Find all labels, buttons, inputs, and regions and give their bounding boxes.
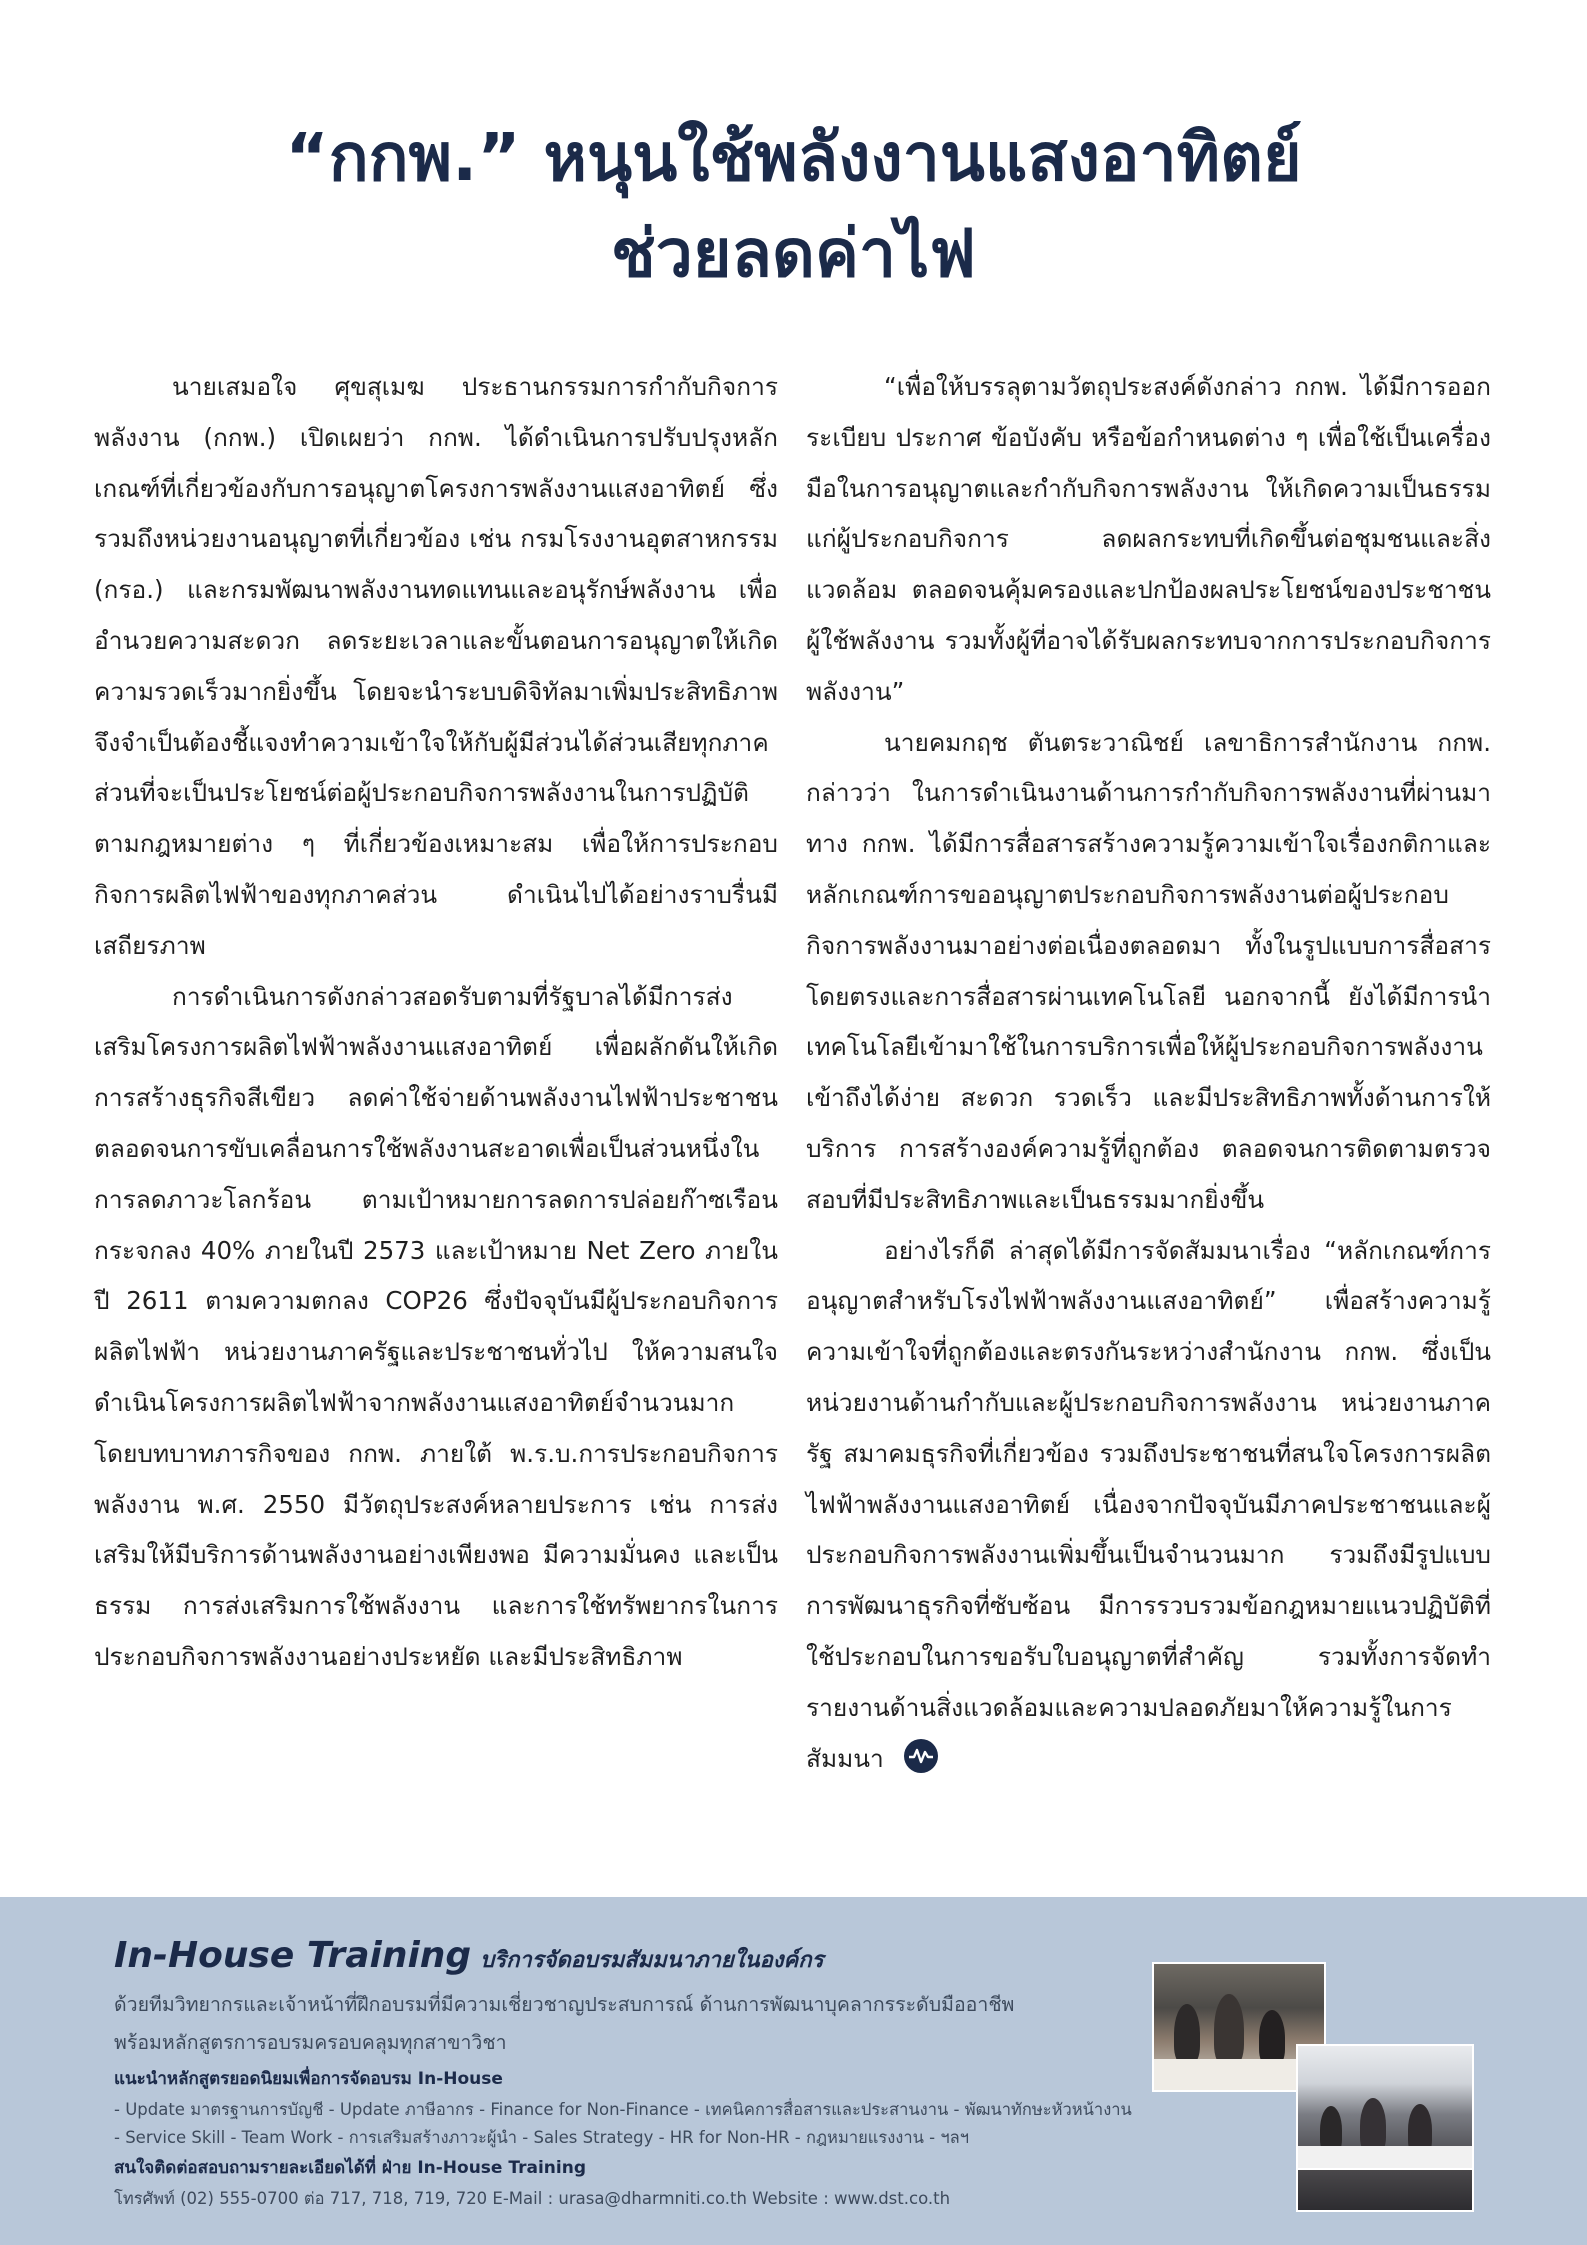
banner-brand-subtitle: บริการจัดอบรมสัมมนาภายในองค์กร <box>480 1948 824 1973</box>
article-title-line2: ช่วยลดค่าไฟ <box>611 215 976 292</box>
left-paragraph-1: นายเสมอใจ ศุขสุเมฆ ประธานกรรมการกำกับกิจการพลังงาน (กกพ.) เปิดเผยว่า กกพ. ได้ดำเนินการปรับปรุงหลักเกณฑ์ที่เกี่ยวข้องกับการอนุญาตโครงการพลังงานแสงอาทิตย์ ซึ่งรวมถึงหน่วยงานอนุญาตที่เกี่ยวข้อง เช่น กรมโรงงานอุตสาหกรรม (กรอ.) และกรมพัฒนาพลังงานทดแทนและอนุรักษ์พลังงาน เพื่ออำนวยความสะดวก ลดระยะเวลาและขั้นตอนการอนุญาตให้เกิดความรวดเร็วมากยิ่งขึ้น โดยจะนำระบบดิจิทัลมาเพิ่มประสิทธิภาพ จึงจำเป็นต้องชี้แจงทำความเข้าใจให้กับผู้มีส่วนได้ส่วนเสียทุกภาคส่วนที่จะเป็นประโยชน์ต่อผู้ประกอบกิจการพลังงานในการปฏิบัติตามกฎหมายต่าง ๆ ที่เกี่ยวข้องเหมาะสม เพื่อให้การประกอบกิจการผลิตไฟฟ้าของทุกภาคส่วน ดำเนินไปได้อย่างราบรื่นมีเสถียรภาพ <box>94 372 778 960</box>
banner-brand <box>114 1935 823 1977</box>
banner-brand-title: In-House Training <box>114 1935 472 1976</box>
banner-description-1: ด้วยทีมวิทยากรและเจ้าหน้าที่ฝึกอบรมที่มีความเชี่ยวชาญประสบการณ์ ด้านการพัฒนาบุคลากรระดับมืออาชีพ <box>114 1993 1015 2016</box>
in-house-training-banner <box>0 1897 1587 2245</box>
right-column <box>806 362 1491 1784</box>
training-photo-3 <box>1296 2168 1474 2212</box>
right-paragraph-3-text: อย่างไรก็ดี ล่าสุดได้มีการจัดสัมมนาเรื่อง “หลักเกณฑ์การอนุญาตสำหรับโรงไฟฟ้าพลังงานแสงอาทิตย์” เพื่อสร้างความรู้ความเข้าใจที่ถูกต้องและตรงกันระหว่างสำนักงาน กกพ. ซึ่งเป็นหน่วยงานด้านกำกับและผู้ประกอบกิจการพลังงาน หน่วยงานภาครัฐ สมาคมธุรกิจที่เกี่ยวข้อง รวมถึงประชาชนที่สนใจโครงการผลิตไฟฟ้าพลังงานแสงอาทิตย์ เนื่องจากปัจจุบันมีภาคประชาชนและผู้ประกอบกิจการพลังงานเพิ่มขึ้นเป็นจำนวนมาก รวมถึงมีรูปแบบการพัฒนาธุรกิจที่ซับซ้อน มีการรวบรวมข้อกฎหมายแนวปฏิบัติที่ใช้ประกอบในการขอรับใบอนุญาตที่สำคัญ รวมทั้งการจัดทำรายงานด้านสิ่งแวดล้อมและความปลอดภัยมาให้ความรู้ในการสัมมนา <box>806 1235 1491 1773</box>
end-mark-icon <box>904 1739 938 1773</box>
training-photo-2 <box>1296 2044 1474 2172</box>
banner-course-list-1: - Update มาตรฐานการบัญชี - Update ภาษีอากร - Finance for Non-Finance - เทคนิคการสื่อสารและประสานงาน - พัฒนาทักษะหัวหน้างาน <box>114 2100 1132 2119</box>
banner-interest-line: สนใจติดต่อสอบถามรายละเอียดได้ที่ ฝ่าย In-House Training <box>114 2158 586 2178</box>
banner-course-list-2: - Service Skill - Team Work - การเสริมสร้างภาวะผู้นำ - Sales Strategy - HR for Non-HR - กฎหมายแรงงาน - ฯลฯ <box>114 2128 969 2147</box>
left-paragraph-2: การดำเนินการดังกล่าวสอดรับตามที่รัฐบาลได้มีการส่งเสริมโครงการผลิตไฟฟ้าพลังงานแสงอาทิตย์ เพื่อผลักดันให้เกิดการสร้างธุรกิจสีเขียว ลดค่าใช้จ่ายด้านพลังงานไฟฟ้าประชาชน ตลอดจนการขับเคลื่อนการใช้พลังงานสะอาดเพื่อเป็นส่วนหนึ่งในการลดภาวะโลกร้อน ตามเป้าหมายการลดการปล่อยก๊าซเรือนกระจกลง 40% ภายในปี 2573 และเป้าหมาย Net Zero ภายในปี 2611 ตามความตกลง COP26 ซึ่งปัจจุบันมีผู้ประกอบกิจการผลิตไฟฟ้า หน่วยงานภาครัฐและประชาชนทั่วไป ให้ความสนใจดำเนินโครงการผลิตไฟฟ้าจากพลังงานแสงอาทิตย์จำนวนมาก โดยบทบาทภารกิจของ กกพ. ภายใต้ พ.ร.บ.การประกอบกิจการพลังงาน พ.ศ. 2550 มีวัตถุประสงค์หลายประการ เช่น การส่งเสริมให้มีบริการด้านพลังงานอย่างเพียงพอ มีความมั่นคง และเป็นธรรม การส่งเสริมการใช้พลังงาน และการใช้ทรัพยากรในการประกอบกิจการพลังงานอย่างประหยัด และมีประสิทธิภาพ <box>94 981 778 1671</box>
banner-contact-line: โทรศัพท์ (02) 555-0700 ต่อ 717, 718, 719, 720 E-Mail : urasa@dharmniti.co.th Website : www.dst.co.th <box>114 2189 951 2208</box>
article-title <box>0 110 1587 302</box>
right-paragraph-2: นายคมกฤช ตันตระวาณิชย์ เลขาธิการสำนักงาน กกพ. กล่าวว่า ในการดำเนินงานด้านการกำกับกิจการพลังงานที่ผ่านมาทาง กกพ. ได้มีการสื่อสารสร้างความรู้ความเข้าใจเรื่องกติกาและหลักเกณฑ์การขออนุญาตประกอบกิจการพลังงานต่อผู้ประกอบกิจการพลังงานมาอย่างต่อเนื่องตลอดมา ทั้งในรูปแบบการสื่อสารโดยตรงและการสื่อสารผ่านเทคโนโลยี นอกจากนี้ ยังได้มีการนำเทคโนโลยีเข้ามาใช้ในการบริการเพื่อให้ผู้ประกอบกิจการพลังงานเข้าถึงได้ง่าย สะดวก รวดเร็ว และมีประสิทธิภาพทั้งด้านการให้บริการ การสร้างองค์ความรู้ที่ถูกต้อง ตลอดจนการติดตามตรวจสอบที่มีประสิทธิภาพและเป็นธรรมมากยิ่งขึ้น <box>806 727 1491 1214</box>
banner-recommend-heading: แนะนำหลักสูตรยอดนิยมเพื่อการจัดอบรม In-House <box>114 2069 503 2089</box>
left-column <box>94 362 778 1683</box>
banner-description-2: พร้อมหลักสูตรการอบรมครอบคลุมทุกสาขาวิชา <box>114 2031 507 2054</box>
article-title-line1: “กกพ.” หนุนใช้พลังงานแสงอาทิตย์ <box>285 119 1302 196</box>
right-paragraph-1: “เพื่อให้บรรลุตามวัตถุประสงค์ดังกล่าว กกพ. ได้มีการออกระเบียบ ประกาศ ข้อบังคับ หรือข้อกำหนดต่าง ๆ เพื่อใช้เป็นเครื่องมือในการอนุญาตและกำกับกิจการพลังงาน ให้เกิดความเป็นธรรมแก่ผู้ประกอบกิจการ ลดผลกระทบที่เกิดขึ้นต่อชุมชนและสิ่งแวดล้อม ตลอดจนคุ้มครองและปกป้องผลประโยชน์ของประชาชน ผู้ใช้พลังงาน รวมทั้งผู้ที่อาจได้รับผลกระทบจากการประกอบกิจการพลังงาน” <box>806 372 1491 706</box>
right-paragraph-3 <box>806 1226 1491 1785</box>
